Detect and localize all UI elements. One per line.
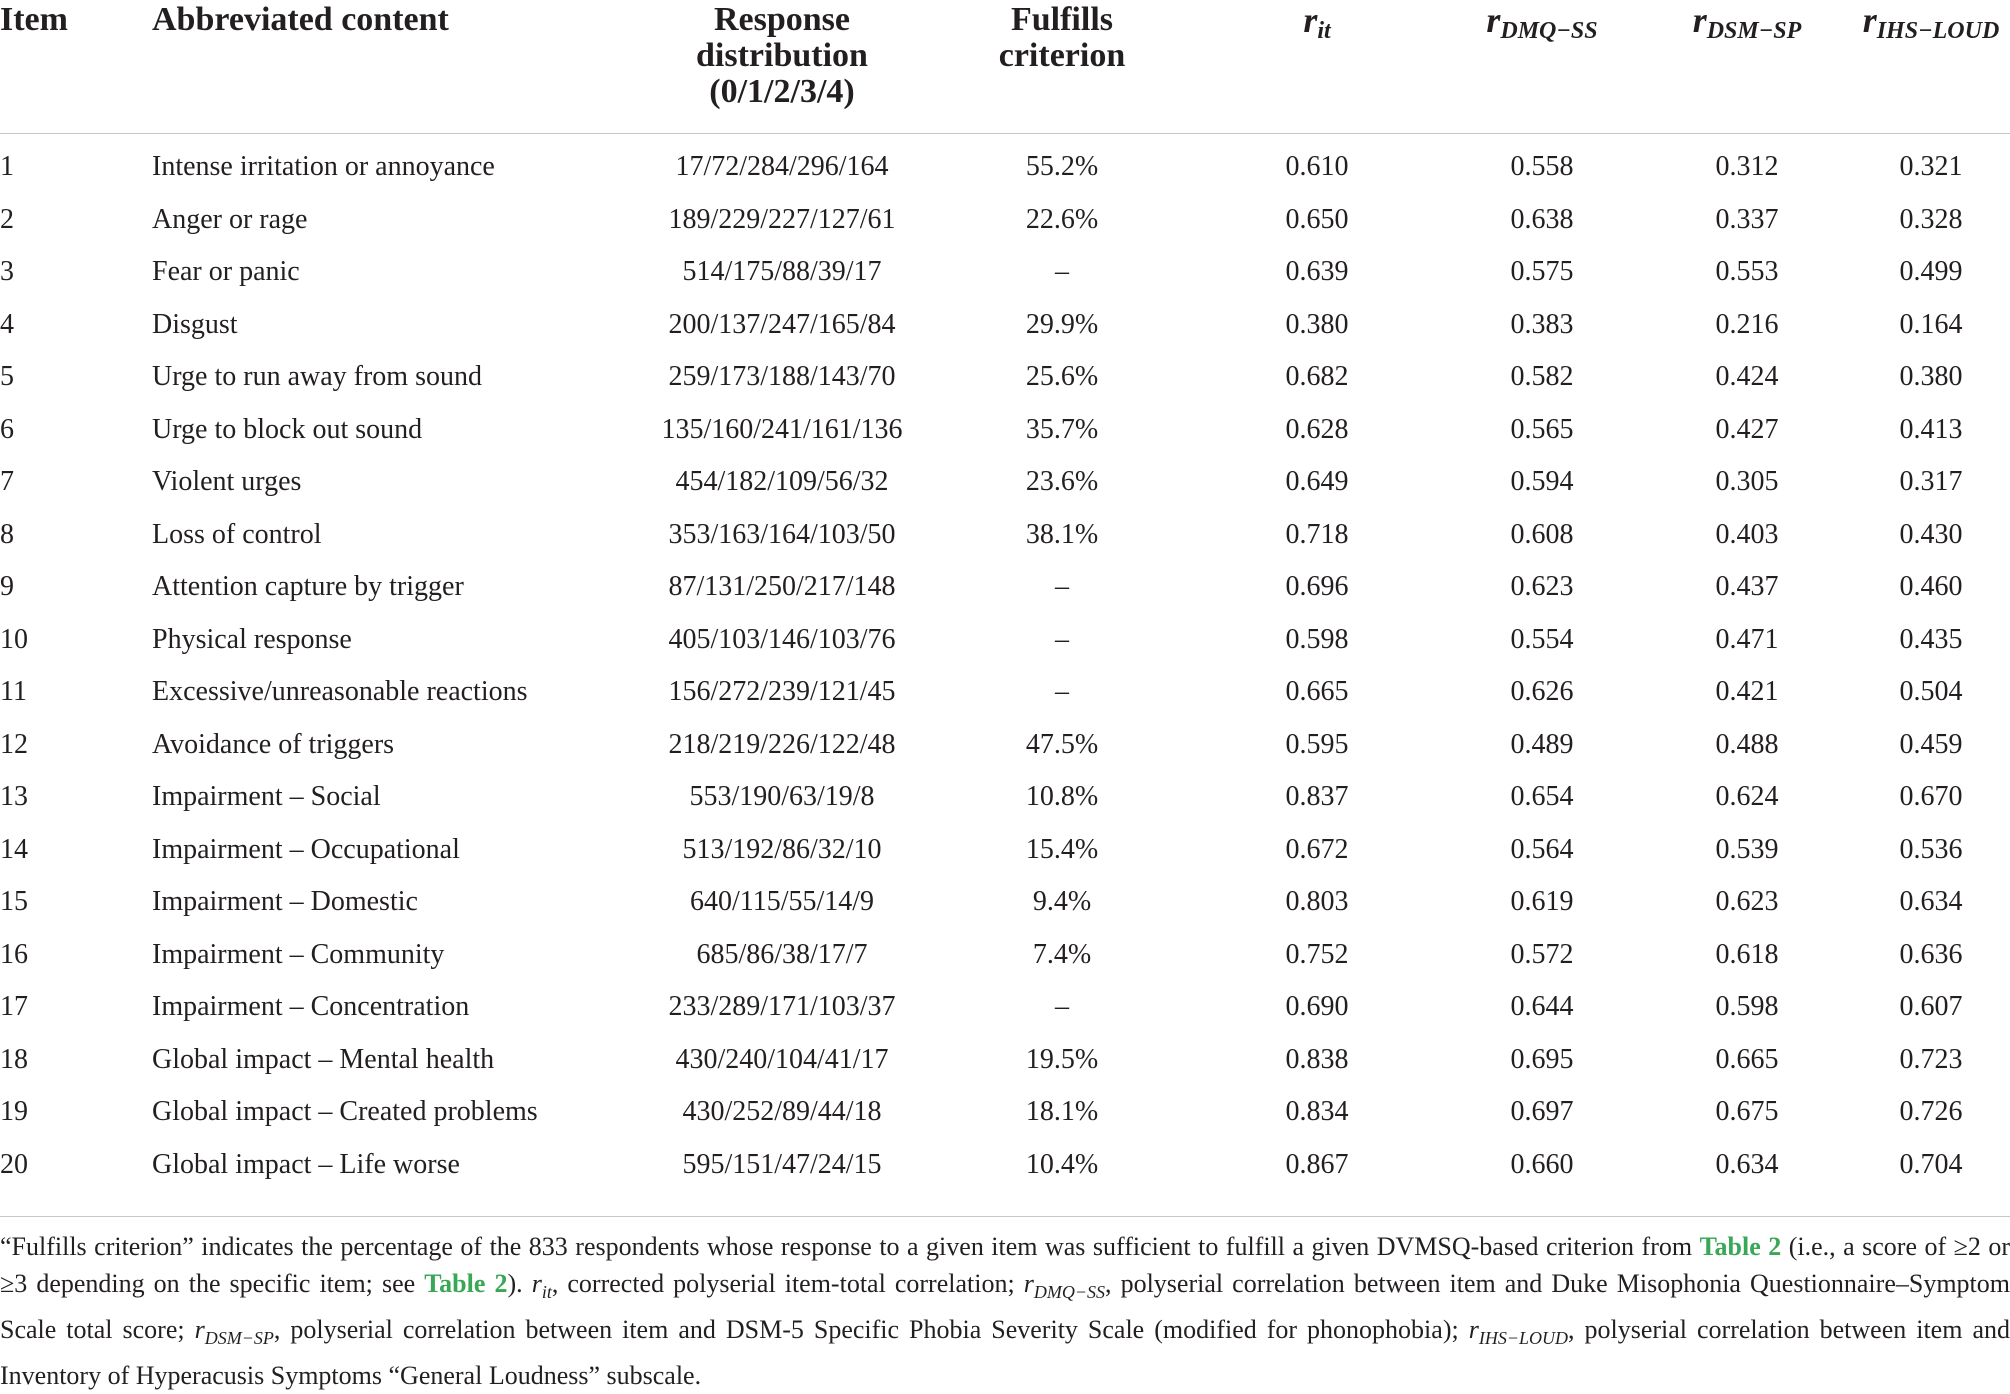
- header-item: [0, 0, 152, 133]
- cell-content: Impairment – Occupational: [152, 833, 460, 865]
- cell-rdsm: 0.424: [1715, 361, 1779, 393]
- cell-rdsm: 0.675: [1715, 1096, 1779, 1128]
- cell-fulfills: –: [1055, 991, 1069, 1023]
- cell-item: 9: [0, 571, 14, 603]
- table-row: [0, 1034, 2010, 1087]
- cell-fulfills: –: [1055, 676, 1069, 708]
- cell-item: 4: [0, 308, 14, 340]
- cell-rdsm: 0.216: [1715, 308, 1779, 340]
- cell-rdsm: 0.421: [1715, 676, 1779, 708]
- cell-fulfills: 10.8%: [1025, 781, 1099, 813]
- cell-fulfills: 9.4%: [1032, 886, 1092, 918]
- cell-rihs: 0.536: [1899, 833, 1963, 865]
- cell-fulfills: 55.2%: [1025, 151, 1099, 183]
- cell-fulfills: 25.6%: [1025, 361, 1099, 393]
- cell-content: Loss of control: [152, 518, 322, 550]
- cell-rihs: 0.430: [1899, 518, 1963, 550]
- cell-rdmq: 0.697: [1510, 1096, 1574, 1128]
- footnote-rdsm-sub: DSM−SP: [204, 1328, 274, 1349]
- cell-item: 13: [0, 781, 28, 813]
- table-row: [0, 614, 2010, 667]
- header-rit: [1192, 0, 1442, 133]
- cell-rdmq: 0.654: [1510, 781, 1574, 813]
- header-rihs-sub: IHS−LOUD: [1876, 18, 2000, 44]
- cell-rdsm: 0.634: [1715, 1148, 1779, 1180]
- table-row: [0, 404, 2010, 457]
- cell-rihs: 0.723: [1899, 1043, 1963, 1075]
- cell-rihs: 0.634: [1899, 886, 1963, 918]
- header-rit-sub: it: [1317, 18, 1331, 44]
- cell-rdmq: 0.626: [1510, 676, 1574, 708]
- cell-rdsm: 0.437: [1715, 571, 1779, 603]
- cell-item: 8: [0, 518, 14, 550]
- cell-distribution: 514/175/88/39/17: [682, 256, 882, 288]
- table-body: [0, 133, 2010, 1197]
- cell-rdmq: 0.554: [1510, 623, 1574, 655]
- cell-fulfills: 19.5%: [1025, 1043, 1099, 1075]
- table-row: [0, 666, 2010, 719]
- cell-distribution: 200/137/247/165/84: [668, 308, 896, 340]
- header-distribution-line3: (0/1/2/3/4): [709, 73, 855, 110]
- header-content: [152, 0, 632, 133]
- cell-content: Excessive/unreasonable reactions: [152, 676, 528, 708]
- cell-distribution: 430/240/104/41/17: [675, 1043, 889, 1075]
- cell-rdmq: 0.644: [1510, 991, 1574, 1023]
- cell-rdsm: 0.598: [1715, 991, 1779, 1023]
- cell-rdmq: 0.594: [1510, 466, 1574, 498]
- table-row: [0, 456, 2010, 509]
- cell-rit: 0.690: [1285, 991, 1349, 1023]
- cell-item: 20: [0, 1148, 28, 1180]
- cell-item: 16: [0, 938, 28, 970]
- cell-rit: 0.682: [1285, 361, 1349, 393]
- header-distribution: [632, 0, 932, 133]
- cell-fulfills: 15.4%: [1025, 833, 1099, 865]
- cell-item: 18: [0, 1043, 28, 1075]
- cell-rdsm: 0.305: [1715, 466, 1779, 498]
- footnote-text-1: “Fulfills criterion” indicates the percentage of the 833 respondents whose response to a given item was sufficient to fulfill a given DVMSQ-based criterion from: [0, 1232, 1700, 1261]
- cell-content: Impairment – Domestic: [152, 886, 418, 918]
- cell-rit: 0.752: [1285, 938, 1349, 970]
- cell-distribution: 640/115/55/14/9: [689, 886, 875, 918]
- header-fulfills-line2: criterion: [998, 37, 1126, 74]
- cell-content: Attention capture by trigger: [152, 571, 464, 603]
- cell-rdsm: 0.337: [1715, 203, 1779, 235]
- cell-distribution: 218/219/226/122/48: [668, 728, 896, 760]
- table-2-link[interactable]: Table 2: [1699, 1232, 1782, 1261]
- cell-distribution: 189/229/227/127/61: [668, 203, 896, 235]
- cell-rihs: 0.413: [1899, 413, 1963, 445]
- cell-rit: 0.834: [1285, 1096, 1349, 1128]
- cell-rit: 0.803: [1285, 886, 1349, 918]
- cell-item: 17: [0, 991, 28, 1023]
- cell-rihs: 0.726: [1899, 1096, 1963, 1128]
- header-rihs-base: r: [1862, 0, 1877, 40]
- cell-rdsm: 0.623: [1715, 886, 1779, 918]
- table-row: [0, 351, 2010, 404]
- cell-distribution: 259/173/188/143/70: [668, 361, 896, 393]
- cell-fulfills: –: [1055, 623, 1069, 655]
- cell-content: Violent urges: [152, 466, 302, 498]
- header-rdmq-sub: DMQ−SS: [1500, 18, 1598, 44]
- header-distribution-line1: Response: [713, 1, 851, 38]
- cell-rit: 0.718: [1285, 518, 1349, 550]
- header-item-label: Item: [0, 1, 68, 38]
- cell-rdmq: 0.575: [1510, 256, 1574, 288]
- cell-distribution: 454/182/109/56/32: [675, 466, 889, 498]
- cell-rdmq: 0.558: [1510, 151, 1574, 183]
- footnote-rit-sub: it: [541, 1282, 552, 1303]
- cell-fulfills: 38.1%: [1025, 518, 1099, 550]
- cell-fulfills: 23.6%: [1025, 466, 1099, 498]
- cell-rit: 0.672: [1285, 833, 1349, 865]
- footnote-rit-base: r: [531, 1269, 542, 1298]
- table-row: [0, 876, 2010, 929]
- cell-rdsm: 0.427: [1715, 413, 1779, 445]
- cell-content: Intense irritation or annoyance: [152, 151, 495, 183]
- cell-distribution: 685/86/38/17/7: [696, 938, 868, 970]
- footnote-text-2: (i.e., a score of ≥2 or ≥3 depending on the specific item; see: [0, 1232, 2010, 1298]
- footnote-rihs-base: r: [1468, 1315, 1479, 1345]
- cell-rit: 0.380: [1285, 308, 1349, 340]
- cell-item: 19: [0, 1096, 28, 1128]
- cell-rdmq: 0.564: [1510, 833, 1574, 865]
- cell-content: Physical response: [152, 623, 352, 655]
- footnote-text-6: , polyserial correlation between item and DSM-5 Specific Phobia Severity Scale (modified for phonophobia);: [273, 1315, 1469, 1345]
- cell-rihs: 0.460: [1899, 571, 1963, 603]
- cell-item: 7: [0, 466, 14, 498]
- cell-rihs: 0.380: [1899, 361, 1963, 393]
- header-distribution-line2: distribution: [696, 37, 868, 74]
- cell-content: Urge to run away from sound: [152, 361, 482, 393]
- header-divider: [0, 133, 2010, 134]
- cell-distribution: 353/163/164/103/50: [668, 518, 896, 550]
- cell-fulfills: 35.7%: [1025, 413, 1099, 445]
- cell-rdsm: 0.488: [1715, 728, 1779, 760]
- cell-fulfills: 10.4%: [1025, 1148, 1099, 1180]
- table-row: [0, 561, 2010, 614]
- cell-rihs: 0.607: [1899, 991, 1963, 1023]
- cell-rdmq: 0.638: [1510, 203, 1574, 235]
- cell-rdmq: 0.660: [1510, 1148, 1574, 1180]
- cell-distribution: 233/289/171/103/37: [668, 991, 896, 1023]
- cell-content: Fear or panic: [152, 256, 300, 288]
- cell-rihs: 0.636: [1899, 938, 1963, 970]
- cell-content: Global impact – Created problems: [152, 1096, 538, 1128]
- cell-item: 1: [0, 151, 14, 183]
- cell-rdsm: 0.665: [1715, 1043, 1779, 1075]
- footnote-rihs-sub: IHS−LOUD: [1478, 1328, 1568, 1349]
- cell-distribution: 553/190/63/19/8: [689, 781, 875, 813]
- table-row: [0, 981, 2010, 1034]
- cell-rit: 0.650: [1285, 203, 1349, 235]
- cell-rit: 0.610: [1285, 151, 1349, 183]
- cell-fulfills: 47.5%: [1025, 728, 1099, 760]
- cell-distribution: 135/160/241/161/136: [661, 413, 903, 445]
- table-row: [0, 246, 2010, 299]
- cell-rdsm: 0.312: [1715, 151, 1779, 183]
- cell-content: Global impact – Life worse: [152, 1148, 460, 1180]
- table-row: [0, 299, 2010, 352]
- header-content-label: Abbreviated content: [152, 1, 449, 38]
- cell-rihs: 0.328: [1899, 203, 1963, 235]
- cell-rihs: 0.164: [1899, 308, 1963, 340]
- cell-rit: 0.837: [1285, 781, 1349, 813]
- footnote-rdmq-base: r: [1023, 1269, 1034, 1298]
- cell-content: Impairment – Community: [152, 938, 445, 970]
- cell-rit: 0.628: [1285, 413, 1349, 445]
- cell-fulfills: 18.1%: [1025, 1096, 1099, 1128]
- cell-rit: 0.867: [1285, 1148, 1349, 1180]
- table-row: [0, 1086, 2010, 1139]
- cell-content: Urge to block out sound: [152, 413, 423, 445]
- table-row: [0, 133, 2010, 194]
- table-row: [0, 771, 2010, 824]
- cell-content: Avoidance of triggers: [152, 728, 395, 760]
- cell-rdsm: 0.403: [1715, 518, 1779, 550]
- cell-content: Impairment – Social: [152, 781, 381, 813]
- header-row: [0, 0, 2010, 133]
- table-footnote: [0, 1228, 2010, 1394]
- cell-rdmq: 0.383: [1510, 308, 1574, 340]
- header-fulfills-line1: Fulfills: [1010, 1, 1114, 38]
- cell-rihs: 0.499: [1899, 256, 1963, 288]
- cell-fulfills: 22.6%: [1025, 203, 1099, 235]
- cell-distribution: 17/72/284/296/164: [675, 151, 889, 183]
- cell-rihs: 0.321: [1899, 151, 1963, 183]
- cell-item: 3: [0, 256, 14, 288]
- cell-rihs: 0.317: [1899, 466, 1963, 498]
- footnote-text-7: , polyserial correlation between item and Inventory of Hyperacusis Symptoms “General Loudness” subscale.: [0, 1315, 2010, 1391]
- cell-rdsm: 0.539: [1715, 833, 1779, 865]
- cell-rdmq: 0.572: [1510, 938, 1574, 970]
- cell-rdsm: 0.618: [1715, 938, 1779, 970]
- cell-content: Impairment – Concentration: [152, 991, 470, 1023]
- cell-rit: 0.649: [1285, 466, 1349, 498]
- cell-rdmq: 0.695: [1510, 1043, 1574, 1075]
- header-rdsm: [1642, 0, 1852, 133]
- cell-item: 2: [0, 203, 14, 235]
- table-row: [0, 509, 2010, 562]
- cell-item: 15: [0, 886, 28, 918]
- cell-rit: 0.665: [1285, 676, 1349, 708]
- cell-rit: 0.838: [1285, 1043, 1349, 1075]
- cell-distribution: 595/151/47/24/15: [682, 1148, 882, 1180]
- cell-distribution: 513/192/86/32/10: [682, 833, 882, 865]
- cell-item: 5: [0, 361, 14, 393]
- footnote-text-5: , polyserial correlation between item and Duke Misophonia Questionnaire–Symptom Scale total score;: [0, 1269, 2010, 1345]
- table-row: [0, 824, 2010, 877]
- cell-content: Anger or rage: [152, 203, 308, 235]
- cell-item: 12: [0, 728, 28, 760]
- header-fulfills: [932, 0, 1192, 133]
- cell-item: 6: [0, 413, 14, 445]
- cell-rit: 0.598: [1285, 623, 1349, 655]
- cell-item: 10: [0, 623, 28, 655]
- header-rdsm-base: r: [1692, 0, 1707, 40]
- table-2-link[interactable]: Table 2: [424, 1269, 508, 1298]
- footnote-rdsm-base: r: [194, 1315, 205, 1345]
- cell-content: Global impact – Mental health: [152, 1043, 495, 1075]
- cell-rdsm: 0.471: [1715, 623, 1779, 655]
- cell-rdmq: 0.565: [1510, 413, 1574, 445]
- cell-rdsm: 0.553: [1715, 256, 1779, 288]
- footnote-rdmq-sub: DMQ−SS: [1033, 1282, 1106, 1303]
- cell-rihs: 0.670: [1899, 781, 1963, 813]
- table-row: [0, 194, 2010, 247]
- header-rihs: [1852, 0, 2010, 133]
- cell-fulfills: 7.4%: [1032, 938, 1092, 970]
- cell-rdmq: 0.489: [1510, 728, 1574, 760]
- table-row: [0, 719, 2010, 772]
- cell-fulfills: 29.9%: [1025, 308, 1099, 340]
- table-bottom-divider: [0, 1216, 2010, 1217]
- cell-fulfills: –: [1055, 256, 1069, 288]
- cell-rdsm: 0.624: [1715, 781, 1779, 813]
- table-row: [0, 929, 2010, 982]
- cell-distribution: 405/103/146/103/76: [668, 623, 896, 655]
- cell-rdmq: 0.619: [1510, 886, 1574, 918]
- cell-rihs: 0.435: [1899, 623, 1963, 655]
- cell-rit: 0.639: [1285, 256, 1349, 288]
- cell-rihs: 0.459: [1899, 728, 1963, 760]
- cell-fulfills: –: [1055, 571, 1069, 603]
- footnote-text-3: ).: [507, 1269, 532, 1298]
- cell-distribution: 430/252/89/44/18: [682, 1096, 882, 1128]
- cell-rit: 0.595: [1285, 728, 1349, 760]
- table-row: [0, 1139, 2010, 1198]
- cell-rdmq: 0.608: [1510, 518, 1574, 550]
- header-rit-base: r: [1303, 0, 1318, 40]
- header-rdsm-sub: DSM−SP: [1706, 18, 1802, 44]
- cell-item: 11: [0, 676, 27, 708]
- header-rdmq: [1442, 0, 1642, 133]
- cell-distribution: 87/131/250/217/148: [668, 571, 896, 603]
- cell-rihs: 0.504: [1899, 676, 1963, 708]
- cell-rdmq: 0.582: [1510, 361, 1574, 393]
- header-rdmq-base: r: [1486, 0, 1501, 40]
- cell-content: Disgust: [152, 308, 238, 340]
- cell-rihs: 0.704: [1899, 1148, 1963, 1180]
- cell-rit: 0.696: [1285, 571, 1349, 603]
- cell-rdmq: 0.623: [1510, 571, 1574, 603]
- footnote-text-4: , corrected polyserial item-total correlation;: [551, 1269, 1024, 1298]
- cell-item: 14: [0, 833, 28, 865]
- cell-distribution: 156/272/239/121/45: [668, 676, 896, 708]
